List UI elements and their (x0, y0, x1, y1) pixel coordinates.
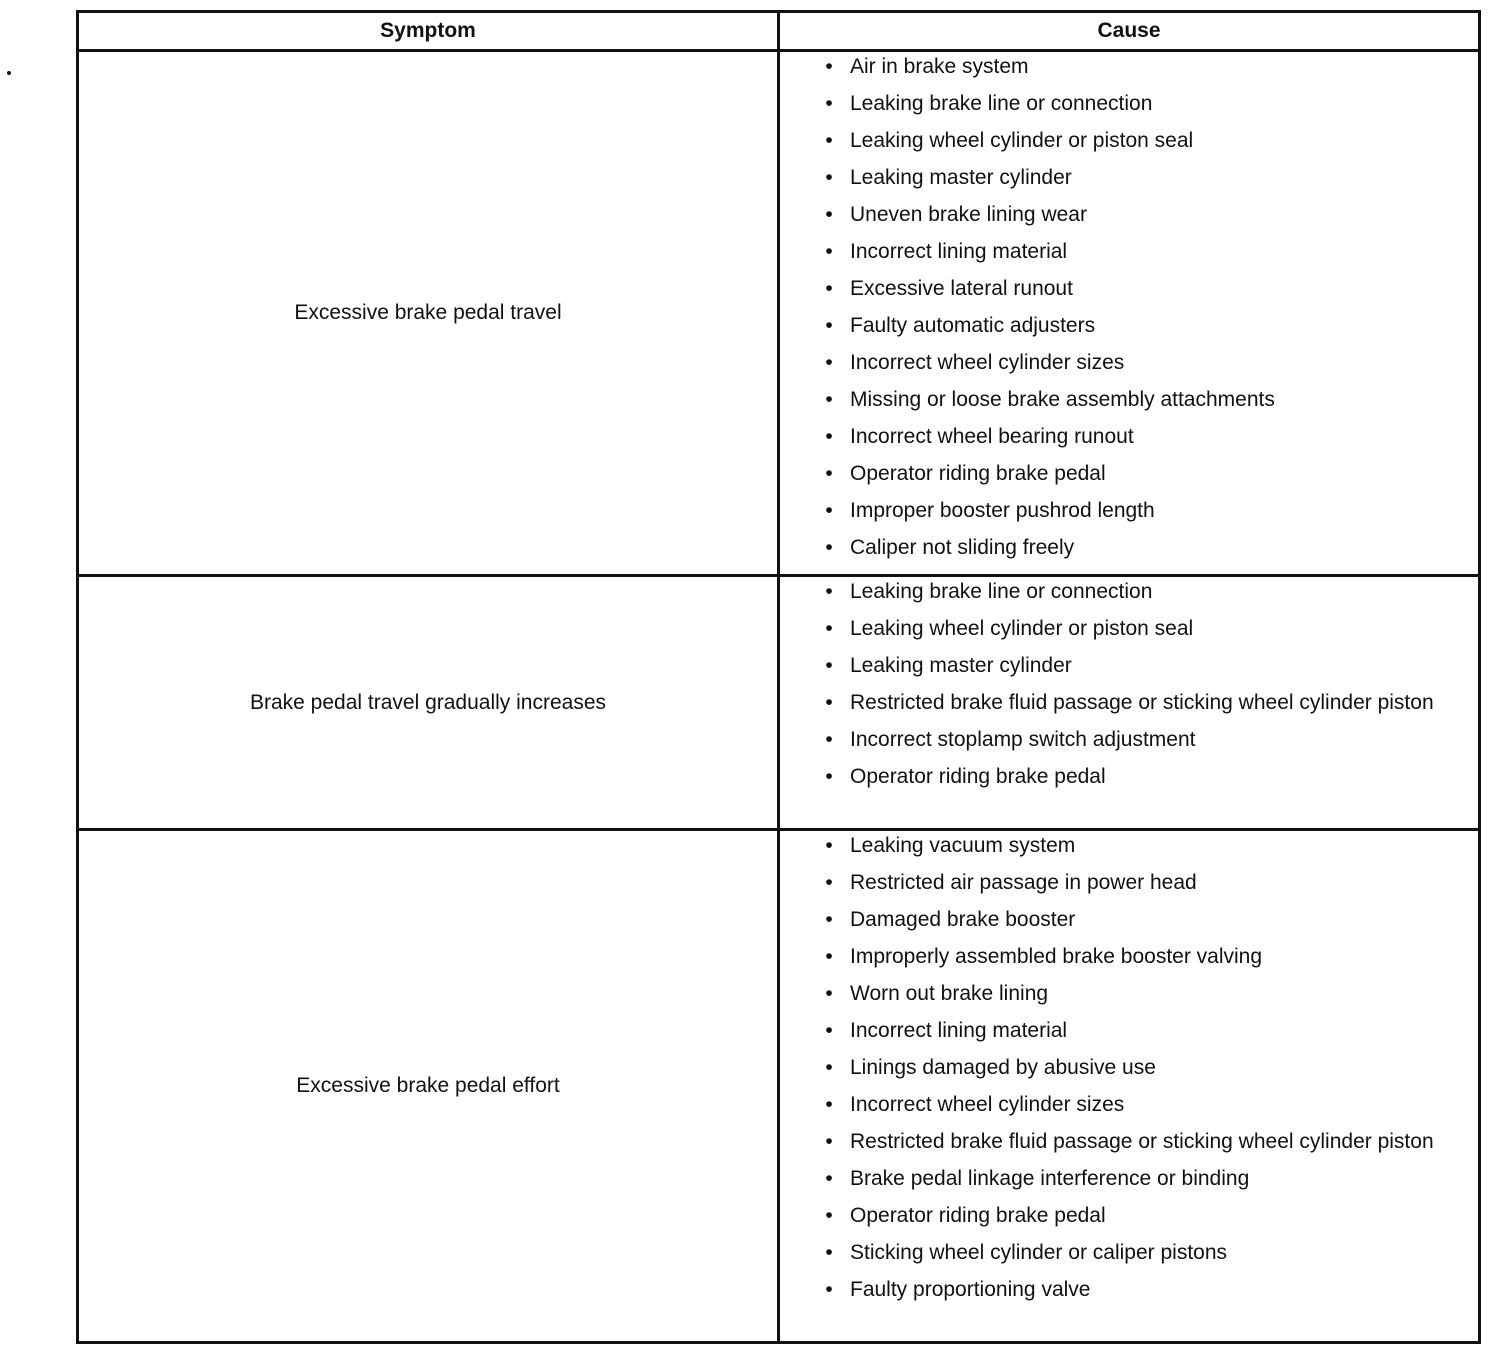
cause-text: Leaking brake line or connection (850, 92, 1153, 115)
cause-text: Leaking wheel cylinder or piston seal (850, 129, 1194, 152)
bullet-icon: • (825, 1241, 833, 1264)
list-item (780, 89, 1478, 118)
bullet-icon: • (825, 834, 833, 857)
list-item (780, 762, 1478, 791)
list-item (780, 577, 1478, 606)
list-item (780, 1090, 1478, 1119)
bullet-icon: • (825, 580, 833, 603)
list-item (780, 1016, 1478, 1045)
cause-text: Faulty proportioning valve (850, 1278, 1091, 1301)
list-item (780, 614, 1478, 643)
cause-text: Restricted brake fluid passage or sticking wheel cylinder piston (850, 691, 1434, 714)
cause-text: Incorrect wheel cylinder sizes (850, 1093, 1125, 1116)
cause-text: Missing or loose brake assembly attachments (850, 388, 1275, 411)
cause-text: Restricted air passage in power head (850, 871, 1197, 894)
bullet-icon: • (825, 1204, 833, 1227)
bullet-icon: • (825, 908, 833, 931)
bullet-icon: • (825, 203, 833, 226)
bullet-icon: • (825, 945, 833, 968)
cause-text: Leaking master cylinder (850, 166, 1072, 189)
cause-text: Incorrect stoplamp switch adjustment (850, 728, 1196, 751)
symptom-cell: Excessive brake pedal travel (78, 51, 779, 576)
bullet-icon: • (825, 654, 833, 677)
header-row (78, 12, 1480, 51)
table-row (78, 51, 1480, 576)
cause-list (780, 577, 1478, 791)
cause-cell (779, 830, 1480, 1343)
bullet-icon: • (825, 1167, 833, 1190)
list-item (780, 979, 1478, 1008)
cause-text: Operator riding brake pedal (850, 1204, 1106, 1227)
cause-text: Restricted brake fluid passage or sticking wheel cylinder piston (850, 1130, 1434, 1153)
list-item (780, 1127, 1478, 1156)
list-item (780, 126, 1478, 155)
list-item (780, 348, 1478, 377)
list-item (780, 725, 1478, 754)
table-row (78, 830, 1480, 1343)
cause-cell (779, 51, 1480, 576)
list-item (780, 533, 1478, 562)
list-item (780, 1238, 1478, 1267)
cause-text: Linings damaged by abusive use (850, 1056, 1156, 1079)
list-item (780, 1275, 1478, 1304)
cause-text: Operator riding brake pedal (850, 462, 1106, 485)
bullet-icon: • (825, 536, 833, 559)
bullet-icon: • (825, 1130, 833, 1153)
cause-text: Leaking brake line or connection (850, 580, 1153, 603)
bullet-icon: • (825, 1278, 833, 1301)
list-item (780, 1053, 1478, 1082)
list-item (780, 868, 1478, 897)
cause-text: Leaking vacuum system (850, 834, 1076, 857)
cause-text: Incorrect wheel bearing runout (850, 425, 1134, 448)
cause-text: Excessive lateral runout (850, 277, 1073, 300)
cause-text: Leaking wheel cylinder or piston seal (850, 617, 1194, 640)
list-item (780, 459, 1478, 488)
list-item (780, 651, 1478, 680)
cause-cell (779, 576, 1480, 830)
bullet-icon: • (825, 982, 833, 1005)
cause-text: Uneven brake lining wear (850, 203, 1087, 226)
bullet-icon: • (825, 728, 833, 751)
cause-text: Incorrect wheel cylinder sizes (850, 351, 1125, 374)
list-item (780, 52, 1478, 81)
cause-text: Caliper not sliding freely (850, 536, 1075, 559)
cause-header: Cause (779, 12, 1480, 51)
cause-text: Faulty automatic adjusters (850, 314, 1096, 337)
symptom-cause-table (76, 10, 1481, 1344)
bullet-icon: • (825, 765, 833, 788)
list-item (780, 1164, 1478, 1193)
bullet-icon: • (825, 55, 833, 78)
list-item (780, 274, 1478, 303)
bullet-icon: • (825, 277, 833, 300)
bullet-icon: • (825, 425, 833, 448)
list-item (780, 831, 1478, 860)
cause-text: Operator riding brake pedal (850, 765, 1106, 788)
list-item (780, 163, 1478, 192)
cause-text: Sticking wheel cylinder or caliper pistons (850, 1241, 1228, 1264)
bullet-icon: • (825, 499, 833, 522)
cause-text: Incorrect lining material (850, 1019, 1068, 1042)
bullet-icon: • (825, 388, 833, 411)
table-row (78, 576, 1480, 830)
cause-list (780, 52, 1478, 562)
cause-text: Brake pedal linkage interference or binding (850, 1167, 1250, 1190)
bullet-icon: • (825, 92, 833, 115)
bullet-icon: • (825, 1019, 833, 1042)
cause-text: Damaged brake booster (850, 908, 1076, 931)
list-item (780, 237, 1478, 266)
list-item (780, 200, 1478, 229)
list-item (780, 496, 1478, 525)
bullet-icon: • (825, 166, 833, 189)
symptom-header: Symptom (78, 12, 779, 51)
cause-text: Incorrect lining material (850, 240, 1068, 263)
list-item (780, 942, 1478, 971)
bullet-icon: • (825, 351, 833, 374)
bullet-icon: • (825, 691, 833, 714)
symptom-cell: Excessive brake pedal effort (78, 830, 779, 1343)
list-item (780, 905, 1478, 934)
cause-text: Improperly assembled brake booster valving (850, 945, 1263, 968)
list-item (780, 311, 1478, 340)
cause-text: Air in brake system (850, 55, 1029, 78)
list-item (780, 385, 1478, 414)
cause-text: Improper booster pushrod length (850, 499, 1155, 522)
bullet-icon: • (825, 1056, 833, 1079)
stray-mark (7, 71, 11, 75)
bullet-icon: • (825, 462, 833, 485)
bullet-icon: • (825, 1093, 833, 1116)
list-item (780, 422, 1478, 451)
cause-text: Leaking master cylinder (850, 654, 1072, 677)
cause-list (780, 831, 1478, 1304)
list-item (780, 1201, 1478, 1230)
cause-text: Worn out brake lining (850, 982, 1049, 1005)
symptom-cell: Brake pedal travel gradually increases (78, 576, 779, 830)
bullet-icon: • (825, 617, 833, 640)
bullet-icon: • (825, 871, 833, 894)
bullet-icon: • (825, 314, 833, 337)
bullet-icon: • (825, 129, 833, 152)
bullet-icon: • (825, 240, 833, 263)
list-item (780, 688, 1478, 717)
